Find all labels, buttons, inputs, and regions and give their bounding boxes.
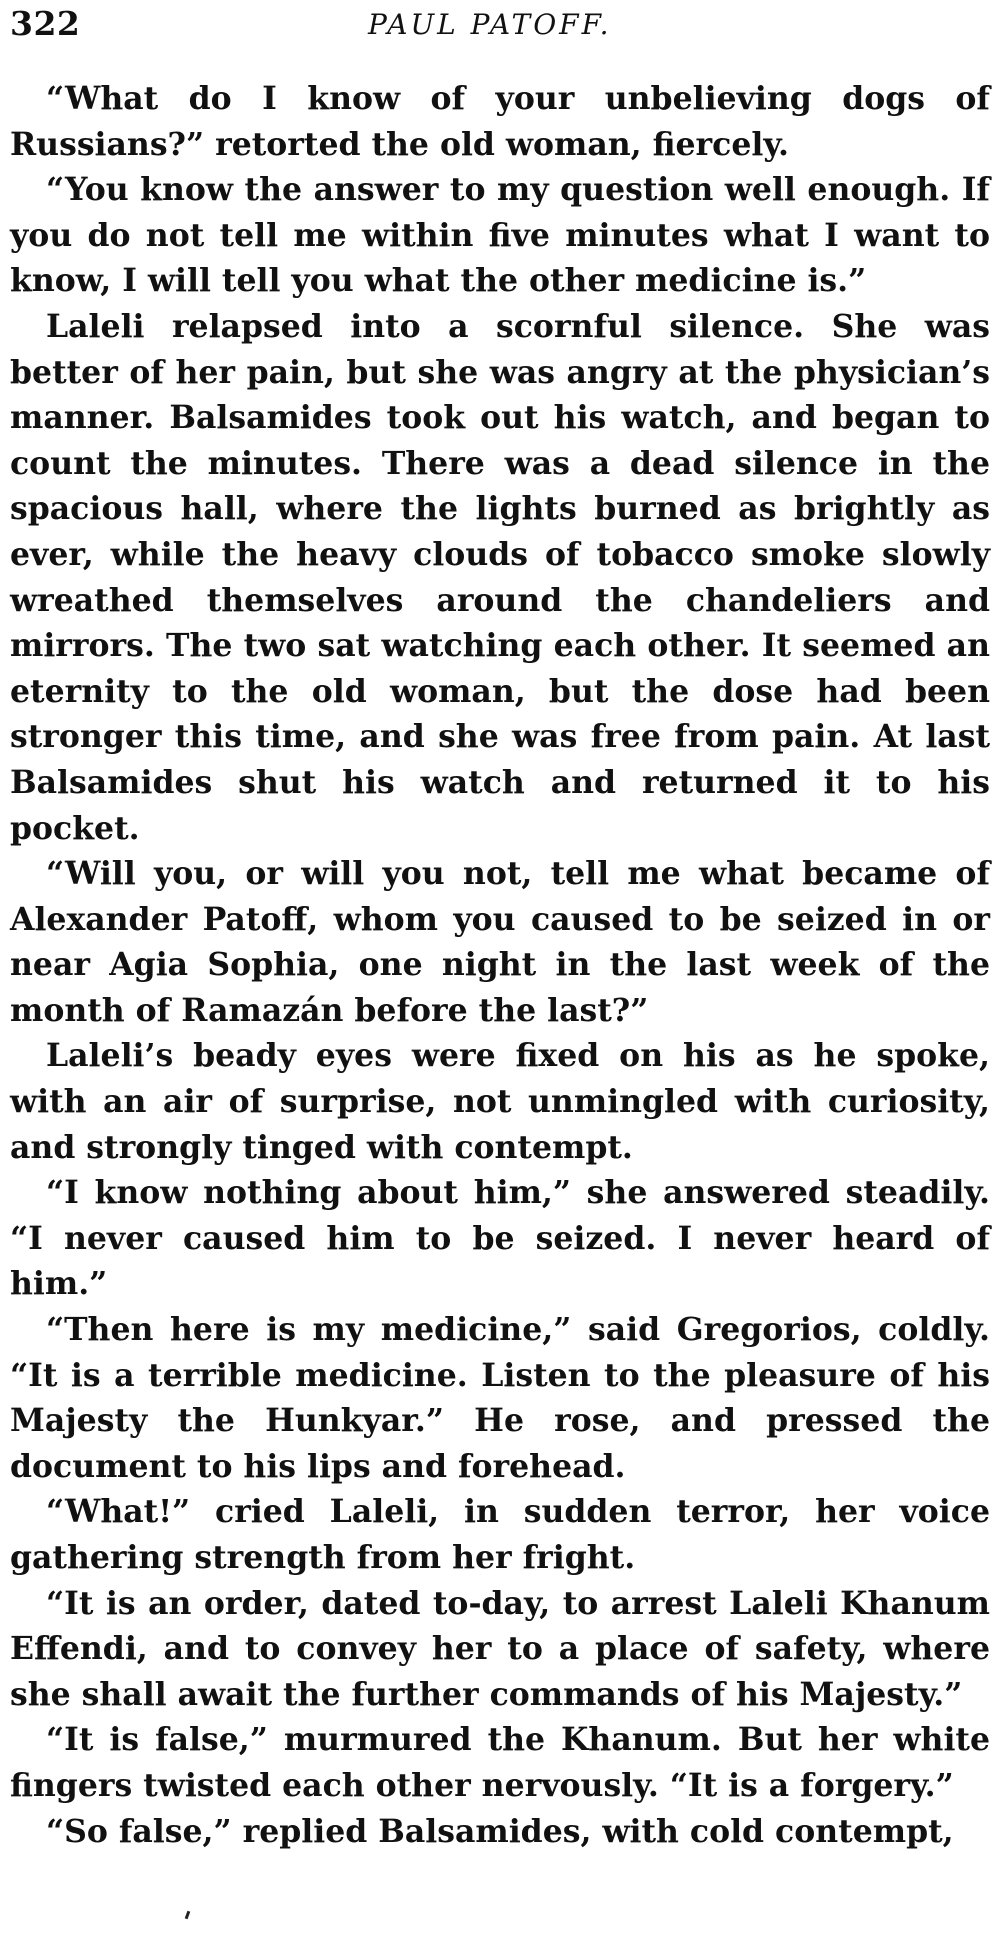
paragraph: “You know the answer to my question well enough. If you do not tell me within five minutes what I want to know, I will tell you what the other medicine is.” bbox=[10, 171, 990, 300]
running-title: PAUL PATOFF. bbox=[368, 8, 612, 41]
ink-speck bbox=[185, 1911, 191, 1920]
page-header bbox=[10, 4, 990, 48]
paragraph: Laleli relapsed into a scornful silence. She was better of her pain, but she was angry at the physician’s manner. Balsamides took out his watch, and began to count the minutes. There was a dead silence in the spacious hall, where the lights burned as brightly as ever, while the heavy clouds of tobacco smoke slowly wreathed themselves around the chandeliers and mirrors. The two sat watching each other. It seemed an eternity to the old woman, but the dose had been stronger this time, and she was free from pain. At last Balsamides shut his watch and returned it to his pocket. bbox=[10, 307, 990, 847]
paragraph: “I know nothing about him,” she answered steadily. “I never caused him to be seized. I never heard of him.” bbox=[10, 1174, 990, 1303]
paragraph: “Then here is my medicine,” said Gregorios, coldly. “It is a terrible medicine. Listen to the pleasure of his Majesty the Hunkyar.” He rose, and pressed the document to his lips and forehead. bbox=[10, 1311, 990, 1485]
paragraph: “So false,” replied Balsamides, with cold contempt, bbox=[46, 1812, 954, 1850]
paragraph: “It is false,” murmured the Khanum. But her white fingers twisted each other nervously. “It is a forgery.” bbox=[10, 1721, 990, 1804]
paragraph: “What do I know of your unbelieving dogs of Russians?” retorted the old woman, fiercely. bbox=[10, 80, 990, 163]
paragraph: “It is an order, dated to-day, to arrest Laleli Khanum Effendi, and to convey her to a place of safety, where she shall await the further commands of his Majesty.” bbox=[10, 1584, 990, 1713]
paragraph: Laleli’s beady eyes were fixed on his as he spoke, with an air of surprise, not unmingled with curiosity, and strongly tinged with contempt. bbox=[10, 1037, 990, 1166]
page-number: 322 bbox=[10, 4, 81, 43]
paragraph: “Will you, or will you not, tell me what became of Alexander Patoff, whom you caused to be seized in or near Agia Sophia, one night in the last week of the month of Ramazán before the last?” bbox=[10, 855, 990, 1029]
paragraph: “What!” cried Laleli, in sudden terror, her voice gathering strength from her fright. bbox=[10, 1493, 990, 1576]
body-text bbox=[10, 76, 990, 1854]
